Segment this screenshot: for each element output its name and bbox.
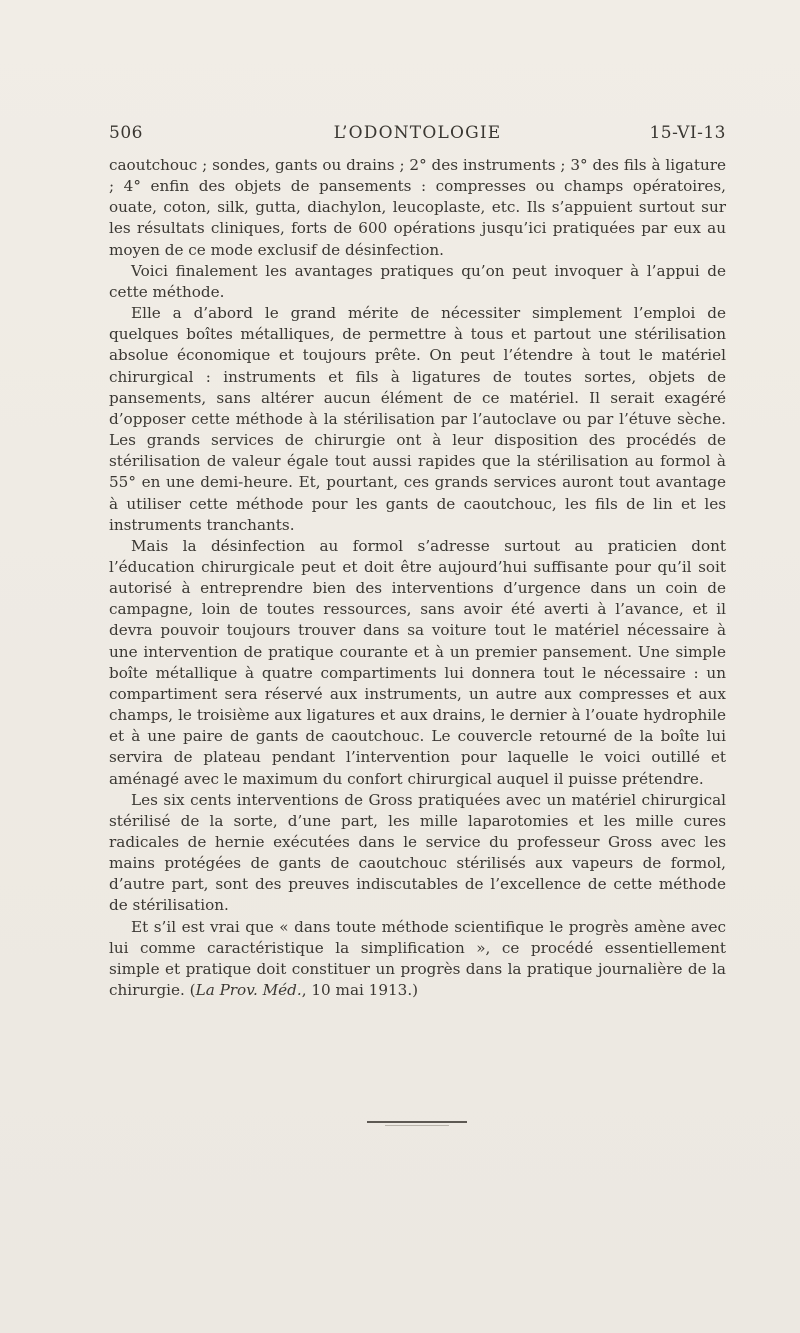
- article-body: [109, 155, 726, 1001]
- section-divider-rule: [367, 1121, 467, 1123]
- issue-date: 15-VI-13: [649, 123, 726, 143]
- citation: [190, 981, 418, 999]
- paragraph-continuation: caoutchouc ; sondes, gants ou drains ; 2° des instruments ; 3° des fils à ligature ; 4° enfin des objets de pansements : compresses ou champs opératoires, ouate, coton, silk, gutta, diachylon, leucoplaste, etc. Ils s’appuient surtout sur les résultats cliniques, forts de 600 opérations jusqu’ici pratiquées par eux au moyen de ce mode exclusif de désinfection.: [109, 156, 726, 259]
- paragraph-advantages-intro: Voici finalement les avantages pratiques qu’on peut invoquer à l’appui de cette méthode.: [109, 261, 726, 301]
- paragraph-conclusion: [109, 917, 726, 1002]
- conclusion-text: Et s’il est vrai que « dans toute méthode scientifique le progrès amène avec lui comme caractéristique la simplification », ce procédé essentiellement simple et pratique doit constituer un progrès dans la pratique journalière de la chirurgie.: [109, 917, 726, 1000]
- paragraph-practitioner: Mais la désinfection au formol s’adresse surtout au praticien dont l’éducation chirurgicale peut et doit être aujourd’hui suffisante pour qu’il soit autorisé à entreprendre bien des interventions d’urgence dans un coin de campagne, loin de toutes ressources, sans avoir été averti à l’avance, et il devra pouvoir toujours trouver dans sa voiture tout le matériel nécessaire à une intervention de pratique courante et à un premier pansement. Une simple boîte métallique à quatre compartiments lui donnera tout le nécessaire : un compartiment sera réservé aux instruments, un autre aux compresses et aux champs, le troisième aux ligatures et aux drains, le dernier à l’ouate hydrophile et à une paire de gants de caoutchouc. Le couvercle retourné de la boîte lui servira de plateau pendant l’intervention pour laquelle le voici outillé et aménagé avec le maximum du confort chirurgical auquel il puisse prétendre.: [109, 536, 726, 788]
- paragraph-merits: Elle a d’abord le grand mérite de nécessiter simplement l’emploi de quelques boîtes métalliques, de permettre à tous et partout une stérilisation absolue économique et toujours prête. On peut l’étendre à tout le matériel chirurgical : instruments et fils à ligatures de toutes sortes, objets de pansements, sans altérer aucun élément de ce matériel. Il serait exagéré d’opposer cette méthode à la stérilisation par l’autoclave ou par l’étuve sèche. Les grands services de chirurgie ont à leur disposition des procédés de stérilisation de valeur égale tout aussi rapides que la stérilisation au formol à 55° en une demi-heure. Et, pourtant, ces grands services auront tout avantage à utiliser cette méthode pour les gants de caoutchouc, les fils de lin et les instruments tranchants.: [109, 304, 726, 534]
- paragraph-gross-results: Les six cents interventions de Gross pratiquées avec un matériel chirurgical stérilisé de la sorte, d’une part, les mille laparotomies et les mille cures radicales de hernie exécutées dans le service du professeur Gross avec les mains protégées de gants de caoutchouc stérilisés aux vapeurs de formol, d’autre part, sont des preuves indiscutables de l’excellence de cette méthode de stérilisation.: [109, 790, 726, 915]
- citation-source: La Prov. Méd.: [195, 981, 302, 1000]
- citation-date: , 10 mai 1913.): [301, 981, 419, 1000]
- page-number: 506: [109, 123, 143, 143]
- citation-open: (: [189, 981, 196, 1000]
- journal-title: L’ODONTOLOGIE: [333, 123, 502, 143]
- running-head: [109, 121, 726, 145]
